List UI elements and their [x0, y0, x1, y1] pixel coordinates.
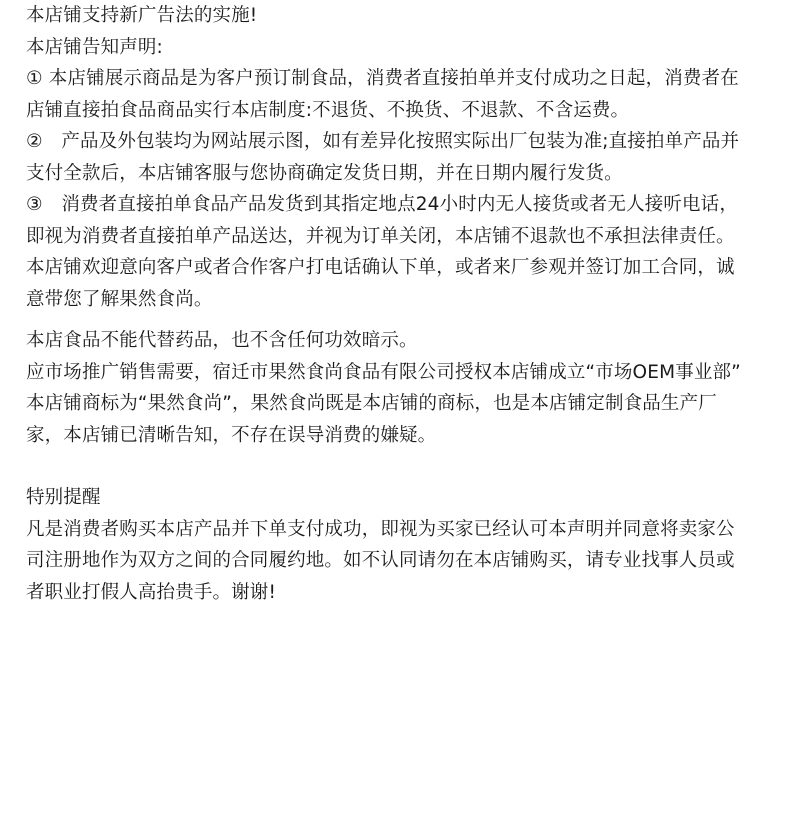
- store-notice-page: [26, 0, 766, 608]
- text-line: 家，本店铺已清晰告知，不存在误导消费的嫌疑。: [26, 424, 437, 446]
- store-notice-section: [26, 0, 766, 315]
- text-line: 即视为消费者直接拍单产品送达，并视为订单关闭，本店铺不退款也不承担法律责任。: [26, 225, 735, 247]
- section-spacer: [26, 451, 766, 482]
- text-line: 司注册地作为双方之间的合同履约地。如不认同请勿在本店铺购买，请专业找事人员或: [26, 550, 735, 571]
- text-line: 本店食品不能代替药品，也不含任何功效暗示。: [26, 330, 418, 351]
- text-line: 店铺直接拍食品商品实行本店制度:不退货、不换货、不退款、不含运费。: [26, 99, 630, 121]
- text-line: ① 本店铺展示商品是为客户预订制食品，消费者直接拍单并支付成功之日起，消费者在: [26, 68, 739, 89]
- text-line: 本店铺商标为“果然食尚”，果然食尚既是本店铺的商标，也是本店铺定制食品生产厂: [26, 393, 717, 414]
- text-line: ③ 消费者直接拍单食品产品发货到其指定地点24小时内无人接货或者无人接听电话，: [26, 194, 738, 215]
- reminder-title: 特别提醒: [26, 487, 101, 508]
- special-reminder-section: [26, 482, 766, 608]
- text-line: 本店铺支持新广告法的实施!: [26, 5, 258, 26]
- text-line: 本店铺欢迎意向客户或者合作客户打电话确认下单，或者来厂参观并签订加工合同，诚: [26, 257, 735, 278]
- text-line: 者职业打假人高抬贵手。谢谢!: [26, 581, 277, 603]
- text-line: 本店铺告知声明:: [26, 36, 163, 58]
- section-spacer: [26, 315, 766, 325]
- text-line: 凡是消费者购买本店产品并下单支付成功，即视为买家已经认可本声明并同意将卖家公: [26, 518, 735, 540]
- text-line: 支付全款后，本店铺客服与您协商确定发货日期，并在日期内履行发货。: [26, 162, 623, 184]
- disclaimer-section: [26, 325, 766, 451]
- text-line: ② 产品及外包装均为网站展示图，如有差异化按照实际出厂包装为准;直接拍单产品并: [26, 131, 740, 152]
- text-line: 意带您了解果然食尚。: [26, 288, 213, 310]
- text-line: 应市场推广销售需要，宿迁市果然食尚食品有限公司授权本店铺成立“市场OEM事业部”: [26, 361, 741, 383]
